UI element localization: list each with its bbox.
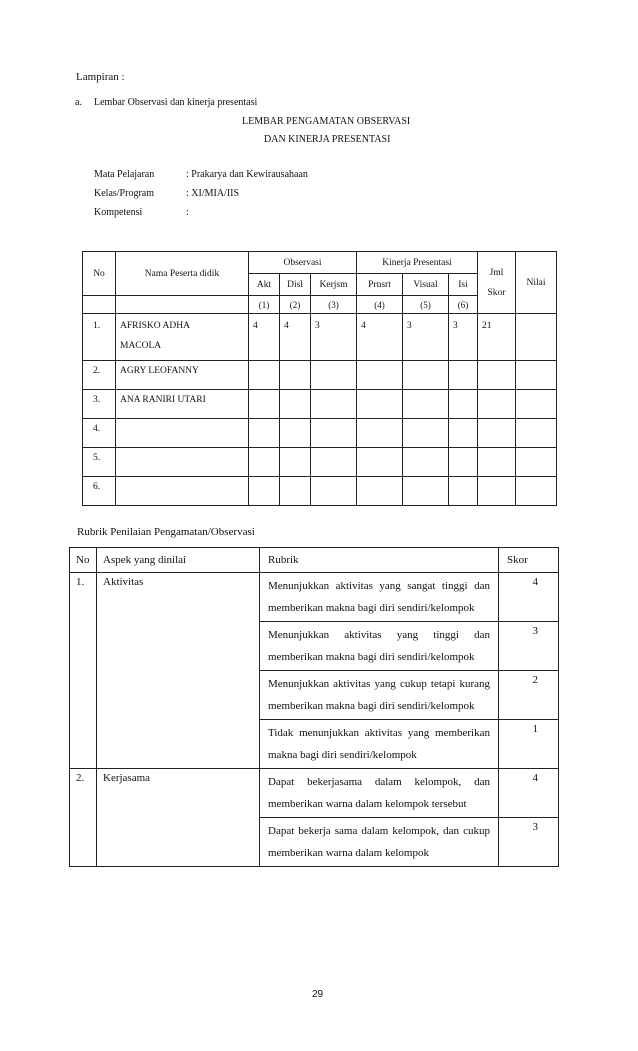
rubric-description: Menunjukkan aktivitas yang tinggi dan memberikan makna bagi diri sendiri/kelompok [260, 622, 499, 671]
meta-value-kelas: : XI/MIA/IIS [186, 188, 240, 199]
rubric-skor: 1 [499, 720, 559, 769]
header-kerjsm: Kerjsm [311, 274, 357, 296]
document-title-line1: LEMBAR PENGAMATAN OBSERVASI [242, 116, 411, 127]
score-kerjsm: 3 [311, 314, 357, 361]
rubric-row [70, 769, 559, 818]
rubric-skor: 4 [499, 573, 559, 622]
meta-label-kompetensi: Kompetensi [94, 207, 143, 218]
rubric-header-skor: Skor [499, 548, 559, 573]
header-code: (1) [249, 296, 280, 314]
table-row [83, 314, 557, 361]
meta-label-mapel: Mata Pelajaran [94, 169, 155, 180]
score-isi: 3 [449, 314, 478, 361]
rubric-skor: 3 [499, 622, 559, 671]
score-akt: 4 [249, 314, 280, 361]
row-no: 6. [83, 477, 116, 506]
header-nilai: Nilai [516, 252, 557, 314]
rubric-description: Menunjukkan aktivitas yang cukup tetapi kurang memberikan makna bagi diri sendiri/kelompok [260, 671, 499, 720]
observation-table [82, 251, 557, 506]
document-title-line2: DAN KINERJA PRESENTASI [264, 134, 391, 145]
student-name: AFRISKO ADHA [120, 321, 190, 331]
rubric-skor: 2 [499, 671, 559, 720]
item-label: Lembar Observasi dan kinerja presentasi [94, 97, 258, 108]
score-nilai [516, 314, 557, 361]
score-jml: 21 [478, 314, 516, 361]
rubric-no: 1. [70, 573, 97, 769]
student-name: ANA RANIRI UTARI [116, 390, 249, 419]
rubric-aspek: Aktivitas [97, 573, 260, 769]
score-disl: 4 [280, 314, 311, 361]
header-skor: Skor [487, 287, 506, 298]
header-no: No [83, 252, 116, 296]
header-kinerja: Kinerja Presentasi [357, 252, 478, 274]
item-marker: a. [75, 97, 82, 108]
score-prnsrt: 4 [357, 314, 403, 361]
rubric-aspek: Kerjasama [97, 769, 260, 867]
header-code: (4) [357, 296, 403, 314]
row-no: 1. [83, 314, 116, 361]
header-prnsrt: Prnsrt [357, 274, 403, 296]
table-row [83, 477, 557, 506]
page-number: 29 [312, 989, 324, 1000]
meta-value-mapel: : Prakarya dan Kewirausahaan [186, 169, 308, 180]
rubric-description: Dapat bekerja sama dalam kelompok, dan cukup memberikan warna dalam kelompok [260, 818, 499, 867]
header-jml-skor [478, 252, 516, 314]
header-code: (3) [311, 296, 357, 314]
rubric-description: Menunjukkan aktivitas yang sangat tinggi dan memberikan makna bagi diri sendiri/kelompok [260, 573, 499, 622]
row-no: 5. [83, 448, 116, 477]
header-jml: Jml [489, 267, 504, 278]
row-no: 4. [83, 419, 116, 448]
rubric-header-rubrik: Rubrik [260, 548, 499, 573]
table-row [83, 448, 557, 477]
score-visual: 3 [403, 314, 449, 361]
rubric-header-aspek: Aspek yang dinilai [97, 548, 260, 573]
header-code: (2) [280, 296, 311, 314]
rubric-no: 2. [70, 769, 97, 867]
row-no: 3. [83, 390, 116, 419]
student-name-cont: MACOLA [120, 341, 162, 351]
rubric-row [70, 573, 559, 622]
rubric-skor: 3 [499, 818, 559, 867]
rubric-header-no: No [70, 548, 97, 573]
header-observasi: Observasi [249, 252, 357, 274]
header-visual: Visual [403, 274, 449, 296]
table-row [83, 361, 557, 390]
rubric-description: Tidak menunjukkan aktivitas yang memberikan makna bagi diri sendiri/kelompok [260, 720, 499, 769]
rubric-table [69, 547, 559, 867]
rubric-description: Dapat bekerjasama dalam kelompok, dan memberikan warna dalam kelompok tersebut [260, 769, 499, 818]
rubric-title: Rubrik Penilaian Pengamatan/Observasi [77, 526, 255, 538]
header-code: (5) [403, 296, 449, 314]
meta-value-kompetensi: : [186, 207, 189, 218]
table-row [83, 419, 557, 448]
student-name: AGRY LEOFANNY [116, 361, 249, 390]
header-disl: Disl [280, 274, 311, 296]
header-nama: Nama Peserta didik [116, 252, 249, 296]
header-isi: Isi [449, 274, 478, 296]
rubric-skor: 4 [499, 769, 559, 818]
meta-label-kelas: Kelas/Program [94, 188, 154, 199]
row-no: 2. [83, 361, 116, 390]
header-code: (6) [449, 296, 478, 314]
lampiran-label: Lampiran : [76, 71, 125, 83]
table-row [83, 390, 557, 419]
student-name-cell [116, 314, 249, 361]
header-akt: Akt [249, 274, 280, 296]
